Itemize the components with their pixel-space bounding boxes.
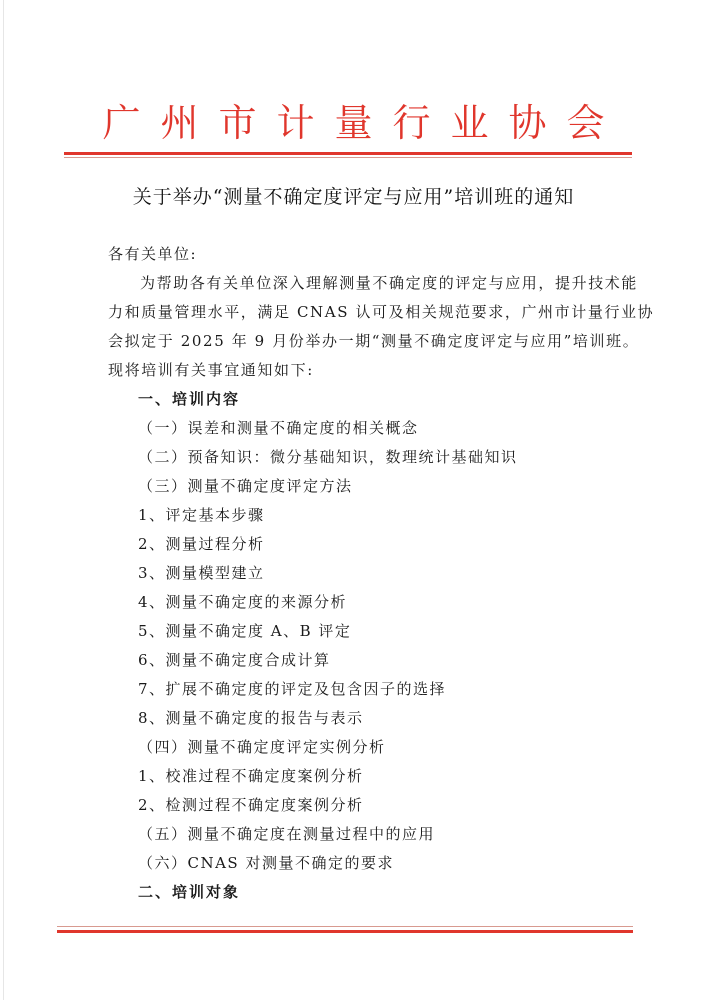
letterhead-org-name: 广州市计量行业协会 [102,101,625,145]
list-item: 1、评定基本步骤 [138,506,265,524]
list-item: （二）预备知识：微分基础知识，数理统计基础知识 [138,448,518,466]
divider-thick-line [64,152,632,155]
list-item: 7、扩展不确定度的评定及包含因子的选择 [138,680,447,698]
list-item: 2、测量过程分析 [138,535,265,553]
list-item: 4、测量不确定度的来源分析 [138,593,348,611]
document-title: 关于举办“测量不确定度评定与应用”培训班的通知 [132,186,575,208]
list-item: （六）CNAS 对测量不确定的要求 [138,854,394,872]
section-heading-training-audience: 二、培训对象 [138,883,241,901]
document-body [108,240,655,907]
list-item: 1、校准过程不确定度案例分析 [138,767,364,785]
list-item: （五）测量不确定度在测量过程中的应用 [138,825,436,843]
section-heading-training-content: 一、培训内容 [138,390,241,408]
list-item: 8、测量不确定度的报告与表示 [138,709,364,727]
letterhead-divider [64,152,632,158]
intro-line-1: 为帮助各有关单位深入理解测量不确定度的评定与应用，提升技术能 [140,274,639,292]
intro-line-4: 现将培训有关事宜通知如下: [108,361,314,379]
list-item: 6、测量不确定度合成计算 [138,651,331,669]
list-item: （四）测量不确定度评定实例分析 [138,738,386,756]
list-item: （一）误差和测量不确定度的相关概念 [138,419,419,437]
intro-line-2: 力和质量管理水平，满足 CNAS 认可及相关规范要求，广州市计量行业协 [108,303,655,321]
divider-thin-line [64,157,632,158]
page-edge [3,0,4,1000]
list-item: 5、测量不确定度 A、B 评定 [138,622,352,640]
list-item: 2、检测过程不确定度案例分析 [138,796,364,814]
intro-line-3: 会拟定于 2025 年 9 月份举办一期“测量不确定度评定与应用”培训班。 [108,332,640,350]
footer-divider [57,926,633,933]
list-item: （三）测量不确定度评定方法 [138,477,353,495]
divider-thick-line [57,930,633,933]
list-item: 3、测量模型建立 [138,564,265,582]
divider-thin-line [57,926,633,927]
salutation: 各有关单位: [108,245,198,263]
